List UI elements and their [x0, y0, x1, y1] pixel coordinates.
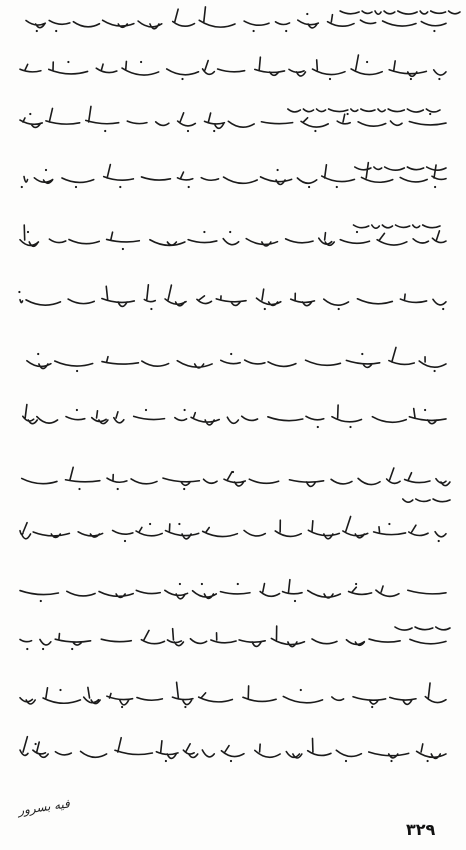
- manuscript-line: [20, 55, 446, 80]
- manuscript-line: [20, 225, 446, 250]
- margin-note: [395, 627, 450, 630]
- manuscript-line: [23, 405, 446, 429]
- manuscript-line: [20, 626, 446, 650]
- manuscript-line: [20, 682, 446, 708]
- margin-note: [353, 225, 440, 228]
- manuscript-line: [20, 516, 446, 542]
- manuscript-line: [20, 737, 446, 762]
- margin-note: [403, 499, 450, 502]
- margin-note: [355, 167, 446, 170]
- manuscript-line: [18, 285, 446, 310]
- footer-signature: فیه بسرور: [17, 796, 71, 818]
- manuscript-line: [20, 580, 446, 602]
- margin-note: [288, 109, 440, 112]
- margin-note: [340, 11, 460, 14]
- manuscript-line: [20, 106, 446, 132]
- manuscript-line: [26, 7, 446, 32]
- manuscript-line: [27, 347, 446, 372]
- manuscript-line: [21, 163, 446, 188]
- page-number: ٣٢٩: [406, 820, 436, 839]
- manuscript-line: [22, 467, 450, 490]
